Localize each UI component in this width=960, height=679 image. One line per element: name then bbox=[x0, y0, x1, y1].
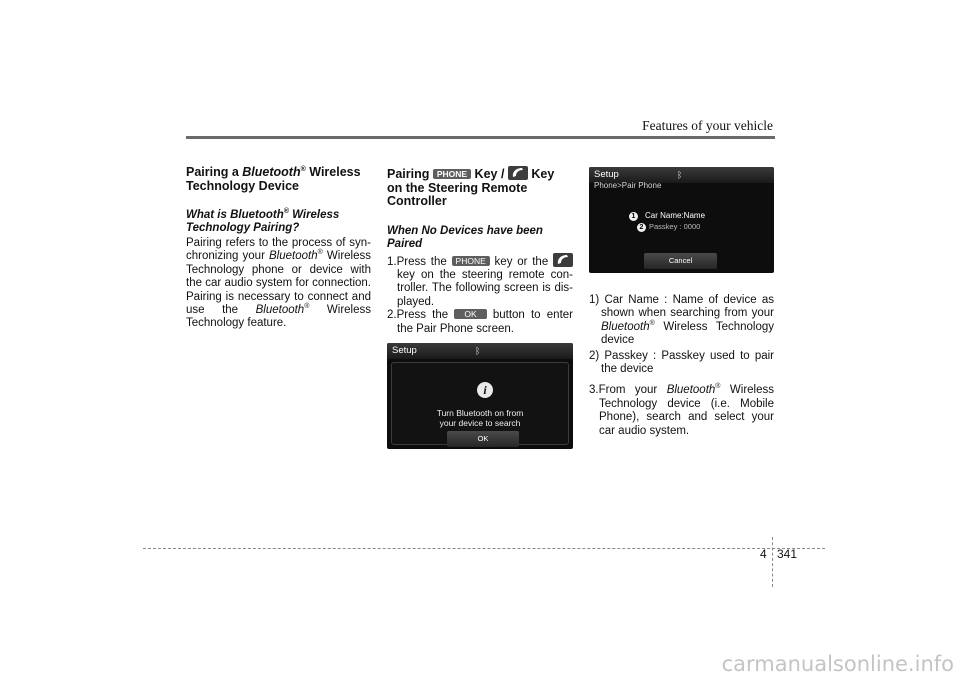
phone-key-icon: PHONE bbox=[433, 169, 471, 179]
pairing-description: Pairing refers to the process of syn-chronizing your Bluetooth® Wireless Technology phone or device with the car audio system for connection. Pairing is necessary to connect and use the Bluetooth® Wireless Technology feature. bbox=[186, 237, 372, 330]
screen-message: Turn Bluetooth on from your device to search bbox=[436, 408, 524, 428]
phone-key-icon: PHONE bbox=[452, 256, 490, 266]
legend-item-car-name: 1) Car Name : Name of device as shown when searching from your Bluetooth® Wireless Technology device bbox=[589, 294, 774, 347]
breadcrumb: Phone>Pair Phone bbox=[594, 181, 662, 190]
info-icon: i bbox=[477, 382, 493, 398]
screen-title-bar: Setup ᛒ bbox=[589, 167, 774, 183]
step-3: 3.From your Bluetooth® Wireless Technology device (i.e. Mobile Phone), search and select your car audio system. bbox=[589, 383, 774, 437]
page-number-divider bbox=[772, 537, 773, 587]
section-heading-pairing-key: Pairing PHONE Key / Key on the Steering Remote Controller bbox=[387, 167, 555, 208]
ok-key-icon: OK bbox=[454, 309, 486, 319]
subheading-no-devices: When No Devices have been Paired bbox=[387, 224, 543, 250]
footer-rule bbox=[143, 548, 825, 549]
setup-screen-pair-phone bbox=[589, 167, 774, 273]
watermark: carmanualsonline.info bbox=[721, 652, 954, 676]
chapter-number: 4 bbox=[760, 547, 767, 561]
running-header: Features of your vehicle bbox=[642, 118, 773, 133]
cancel-button[interactable]: Cancel bbox=[644, 253, 717, 269]
car-name-value: Car Name:Name bbox=[645, 211, 706, 220]
column-3 bbox=[589, 294, 774, 438]
screen-title-bar: Setup ᛒ bbox=[387, 343, 573, 359]
callout-marker-1: 1 bbox=[629, 212, 638, 221]
section-heading-pairing-device: Pairing a Bluetooth® Wireless Technology Device bbox=[186, 165, 361, 193]
bluetooth-icon: ᛒ bbox=[677, 170, 683, 180]
screen-dialog bbox=[391, 362, 569, 445]
legend-item-passkey: 2) Passkey : Passkey used to pair the device bbox=[589, 349, 774, 376]
subheading-what-is-pairing: What is Bluetooth® Wireless Technology Pairing? bbox=[186, 208, 340, 234]
ok-button[interactable]: OK bbox=[447, 431, 519, 447]
bluetooth-icon: ᛒ bbox=[475, 346, 481, 356]
page-number: 341 bbox=[777, 547, 798, 561]
callout-marker-2: 2 bbox=[637, 223, 646, 232]
setup-screen-turn-on-bluetooth bbox=[387, 343, 573, 449]
call-key-icon bbox=[508, 166, 528, 180]
step-2: 2.Press the OK button to enter the Pair Phone screen. bbox=[387, 309, 573, 335]
call-key-icon bbox=[553, 253, 573, 267]
passkey-value: Passkey : 0000 bbox=[649, 222, 701, 231]
header-rule bbox=[186, 136, 775, 139]
column-1 bbox=[186, 166, 371, 331]
step-1: 1.Press the PHONE key or the key on the steering remote con-troller. The following screen is dis-played. bbox=[387, 253, 573, 310]
column-2 bbox=[387, 166, 573, 336]
